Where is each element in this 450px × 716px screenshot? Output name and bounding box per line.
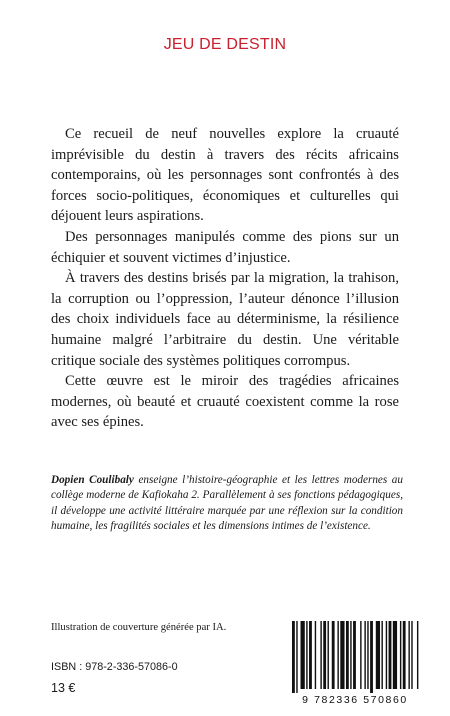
price: 13 € xyxy=(51,681,76,695)
barcode-bar xyxy=(353,621,356,689)
barcode-bar xyxy=(296,621,297,693)
barcode-digits: 9 782336 570860 xyxy=(302,694,408,706)
barcode-bar xyxy=(332,621,335,689)
barcode xyxy=(282,619,428,707)
barcode-bar xyxy=(346,621,349,689)
barcode-bar xyxy=(393,621,397,689)
barcode-bar xyxy=(301,621,305,689)
barcode-bar xyxy=(315,621,316,689)
barcode-bar xyxy=(360,621,361,689)
barcode-bar xyxy=(309,621,312,689)
barcode-bar xyxy=(323,621,326,689)
barcode-bar xyxy=(364,621,365,689)
author-bio-text: enseigne l’histoire-géographie et les lettres modernes au collège moderne de Kafiokaha 2. Parallèlement à ses fonctions pédagogiques, il développe une activité littéraire marquée par une réflexion sur la condition humaine, les fragilités sociales et les dimensions intimes de l’existence. xyxy=(51,474,403,533)
barcode-bar xyxy=(386,621,387,689)
book-title: JEU DE DESTIN xyxy=(163,36,287,53)
barcode-bar xyxy=(417,621,418,689)
illustration-credit: Illustration de couverture générée par IA. xyxy=(51,622,227,633)
barcode-bar xyxy=(400,621,401,689)
barcode-bar xyxy=(367,621,368,689)
back-cover-blurb xyxy=(51,124,399,433)
barcode-bar xyxy=(376,621,380,689)
barcode-bar xyxy=(320,621,321,689)
barcode-bar xyxy=(408,621,409,689)
blurb-paragraph: Cette œuvre est le miroir des tragédies africaines modernes, où beauté et cruauté coexistent comme la rose avec ses épines. xyxy=(51,373,399,431)
barcode-bars xyxy=(282,619,428,693)
barcode-bar xyxy=(403,621,406,689)
barcode-bar xyxy=(411,621,412,689)
blurb-paragraph: À travers des destins brisés par la migration, la trahison, la corruption ou l’oppression, l’auteur dénonce l’illusion des choix individuels face au déterminisme, la résilience humaine malgré l’arbitraire du destin. Une véritable critique sociale des systèmes politiques corrompus. xyxy=(51,270,399,369)
barcode-bar xyxy=(381,621,382,689)
blurb-paragraph: Des personnages manipulés comme des pions sur un échiquier et souvent victimes d’injustice. xyxy=(51,228,399,266)
barcode-bar xyxy=(350,621,351,689)
barcode-bar xyxy=(389,621,392,689)
author-bio xyxy=(51,473,403,535)
isbn-number: ISBN : 978-2-336-57086-0 xyxy=(51,661,178,673)
barcode-bar xyxy=(370,621,373,693)
barcode-bar xyxy=(328,621,329,689)
barcode-bar xyxy=(306,621,307,689)
blurb-paragraph: Ce recueil de neuf nouvelles explore la cruauté imprévisible du destin à travers des récits africains contemporains, où les personnages sont confrontés à des forces socio-politiques, économiques et culturelles qui déjouent leurs aspirations. xyxy=(51,126,399,225)
barcode-bar xyxy=(340,621,344,689)
author-name: Dopien Coulibaly xyxy=(51,474,134,486)
barcode-bar xyxy=(292,621,295,693)
barcode-bar xyxy=(337,621,338,689)
